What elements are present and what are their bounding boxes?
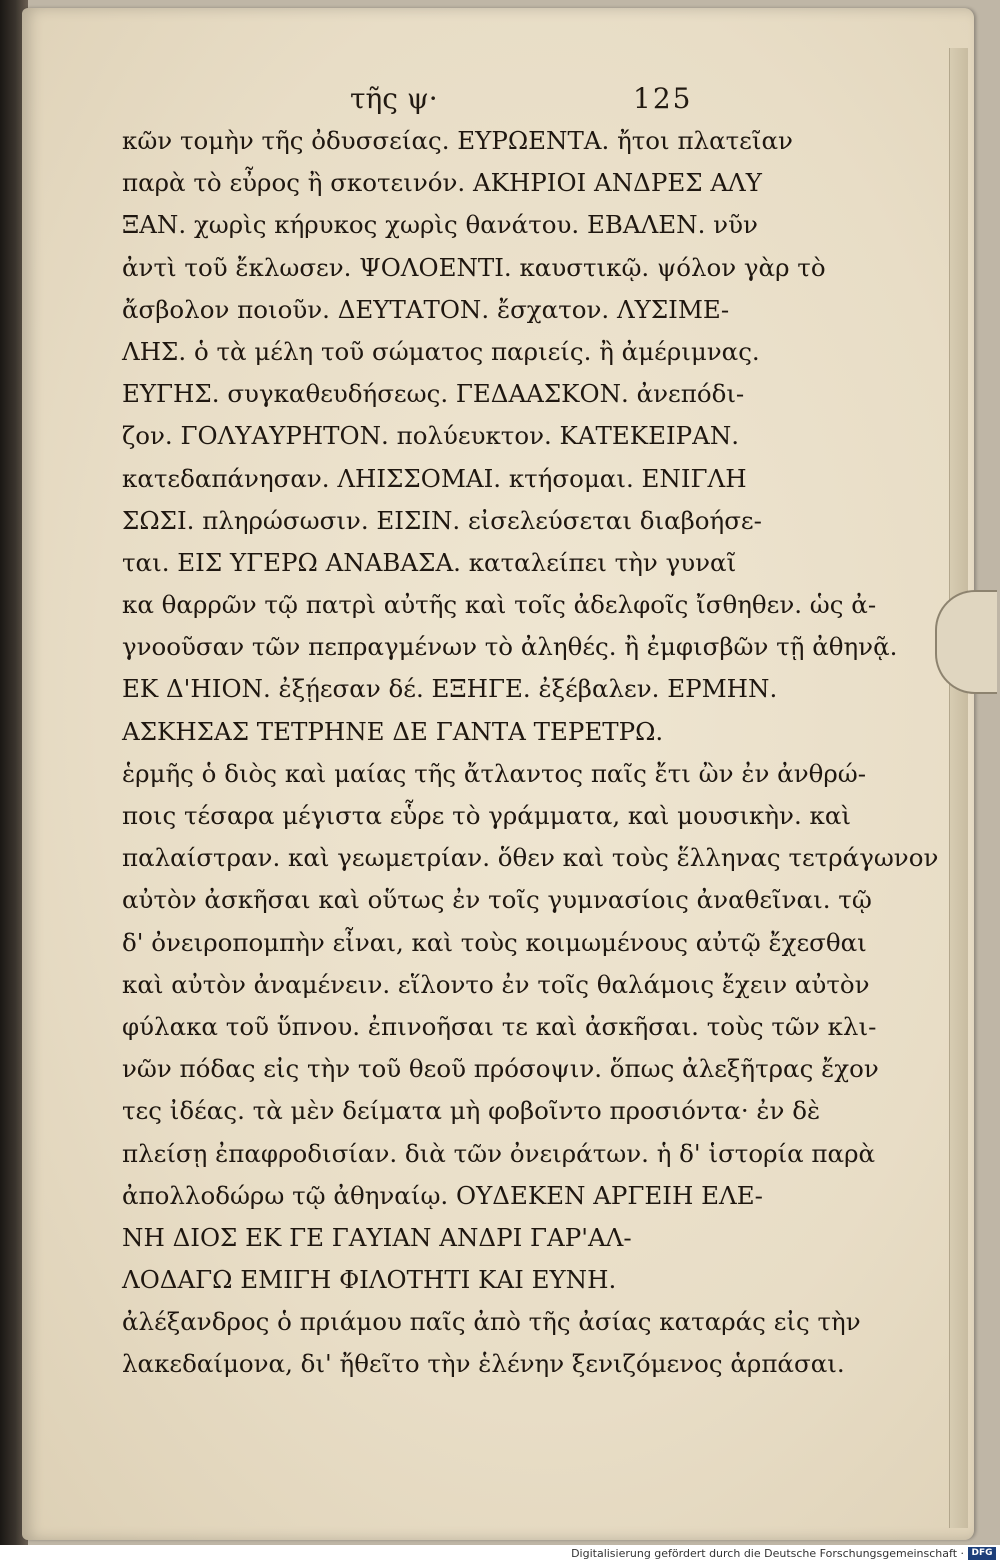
text-line: παλαίστραν. καὶ γεωμετρίαν. ὅθεν καὶ τοὺς ἕλληνας τετράγωνον	[122, 843, 939, 873]
text-line: φύλακα τοῦ ὕπνου. ἐπινοῆσαι τε καὶ ἀσκῆσαι. τοὺς τῶν κλι-	[122, 1011, 877, 1041]
text-line: ἀντὶ τοῦ ἔκλωσεν. ΨΟΛΟΕΝΤΙ. καυστικῷ. ψόλον γὰρ τὸ	[122, 252, 826, 282]
text-line: ποις τέσαρα μέγιστα εὗρε τὸ γράμματα, καὶ μουσικὴν. καὶ	[122, 801, 851, 830]
text-line: ται. ΕΙΣ ΥΓΕΡΩ ΑΝΑΒΑΣΑ. καταλείπει τὴν γυναῖ	[122, 547, 737, 577]
text-line: ΑΣΚΗΣΑΣ ΤΕΤΡΗΝΕ ΔΕ ΓΑΝΤΑ ΤΕΡΕΤΡΩ.	[122, 716, 664, 746]
text-line: ἑρμῆς ὁ διὸς καὶ μαίας τῆς ἄτλαντος παῖς ἔτι ὢν ἐν ἀνθρώ-	[122, 758, 867, 788]
text-line: ΛΟΔΑΓΩ ΕΜΙΓΗ ΦΙΛΟΤΗΤΙ ΚΑΙ ΕΥΝΗ.	[122, 1265, 617, 1295]
page-clip-tab	[935, 590, 997, 694]
text-line: νῶν πόδας εἰς τὴν τοῦ θεοῦ πρόσοψιν. ὅπως ἀλεξῆτρας ἔχον	[122, 1054, 879, 1084]
text-line: κα θαρρῶν τῷ πατρὶ αὐτῆς καὶ τοῖς ἀδελφοῖς ἴσθηθεν. ὡς ἀ-	[122, 590, 877, 620]
text-line: ΝΗ ΔΙΟΣ ΕΚ ΓΕ ΓΑΥΙΑΝ ΑΝΔΡΙ ΓΑΡ'ΑΛ-	[122, 1222, 632, 1252]
text-line: καὶ αὐτὸν ἀναμένειν. εἵλοντο ἐν τοῖς θαλάμοις ἔχειν αὐτὸν	[122, 969, 870, 999]
text-line: δ' ὀνειροπομπὴν εἶναι, καὶ τοὺς κοιμωμένους αὐτῷ ἔχεσθαι	[122, 927, 867, 957]
text-line: κῶν τομὴν τῆς ὀδυσσείας. ΕΥΡΩΕΝΤΑ. ἤτοι πλατεῖαν	[122, 126, 793, 155]
text-line: ΞΑΝ. χωρὶς κήρυκος χωρὶς θανάτου. ΕΒΑΛΕΝ. νῦν	[122, 210, 758, 240]
text-line: ἀπολλοδώρω τῷ ἀθηναίῳ. ΟΥΔΕΚΕΝ ΑΡΓΕΙΗ ΕΛΕ-	[122, 1180, 763, 1210]
text-line: ΛΗΣ. ὁ τὰ μέλη τοῦ σώματος παριείς. ἢ ἀμέριμνας.	[122, 336, 760, 366]
dfg-logo: DFG	[968, 1547, 996, 1560]
text-line: ἀλέξανδρος ὁ πριάμου παῖς ἀπὸ τῆς ἀσίας καταράς εἰς τὴν	[122, 1307, 861, 1337]
page-edges	[949, 48, 968, 1528]
text-line: πλείσῃ ἐπαφροδισίαν. διὰ τῶν ὀνειράτων. ἡ δ' ἱστορία παρὰ	[122, 1138, 876, 1168]
text-line: ἄσβολον ποιοῦν. ΔΕΥΤΑΤΟΝ. ἔσχατον. ΛΥΣΙΜΕ-	[122, 294, 730, 324]
text-line: ΣΩΣΙ. πληρώσωσιν. ΕΙΣΙΝ. εἰσελεύσεται διαβοήσε-	[122, 505, 762, 535]
text-line: γνοοῦσαν τῶν πεπραγμένων τὸ ἀληθές. ἢ ἐμφισβῶν τῇ ἀθηνᾷ.	[122, 632, 898, 662]
text-line: ΕΚ Δ'ΗΙΟΝ. ἐξῄεσαν δέ. ΕΞΗΓΕ. ἐξέβαλεν. ΕΡΜΗΝ.	[122, 674, 778, 704]
page-header	[120, 82, 720, 122]
text-line: τες ἰδέας. τὰ μὲν δείματα μὴ φοβοῖντο προσιόντα· ἐν δὲ	[122, 1096, 821, 1126]
text-line: αὐτὸν ἀσκῆσαι καὶ οὕτως ἐν τοῖς γυμνασίοις ἀναθεῖναι. τῷ	[122, 885, 872, 915]
text-block	[122, 120, 939, 1386]
running-head: τῆς ψ·	[350, 82, 438, 115]
text-line: λακεδαίμονα, δι' ἤθεῖτο τὴν ἑλένην ξενιζόμενος ἁρπάσαι.	[122, 1349, 845, 1379]
page-number: 125	[633, 82, 693, 115]
text-line: παρὰ τὸ εὖρος ἢ σκοτεινόν. ΑΚΗΡΙΟΙ ΑΝΔΡΕΣ ΑΛΥ	[122, 168, 762, 198]
text-line: ζον. ΓΟΛΥΑΥΡΗΤΟΝ. πολύευκτον. ΚΑΤΕΚΕΙΡΑΝ.	[122, 421, 740, 451]
text-line: κατεδαπάνησαν. ΛΗΙΣΣΟΜΑΙ. κτήσομαι. ΕΝΙΓΛΗ	[122, 463, 747, 493]
footer-bar	[0, 1545, 1000, 1563]
digitization-credit: Digitalisierung gefördert durch die Deutsche Forschungsgemeinschaft ·	[571, 1547, 964, 1560]
text-line: ΕΥΓΗΣ. συγκαθευδήσεως. ΓΕΔΑΑΣΚΟΝ. ἀνεπόδι-	[122, 379, 745, 409]
